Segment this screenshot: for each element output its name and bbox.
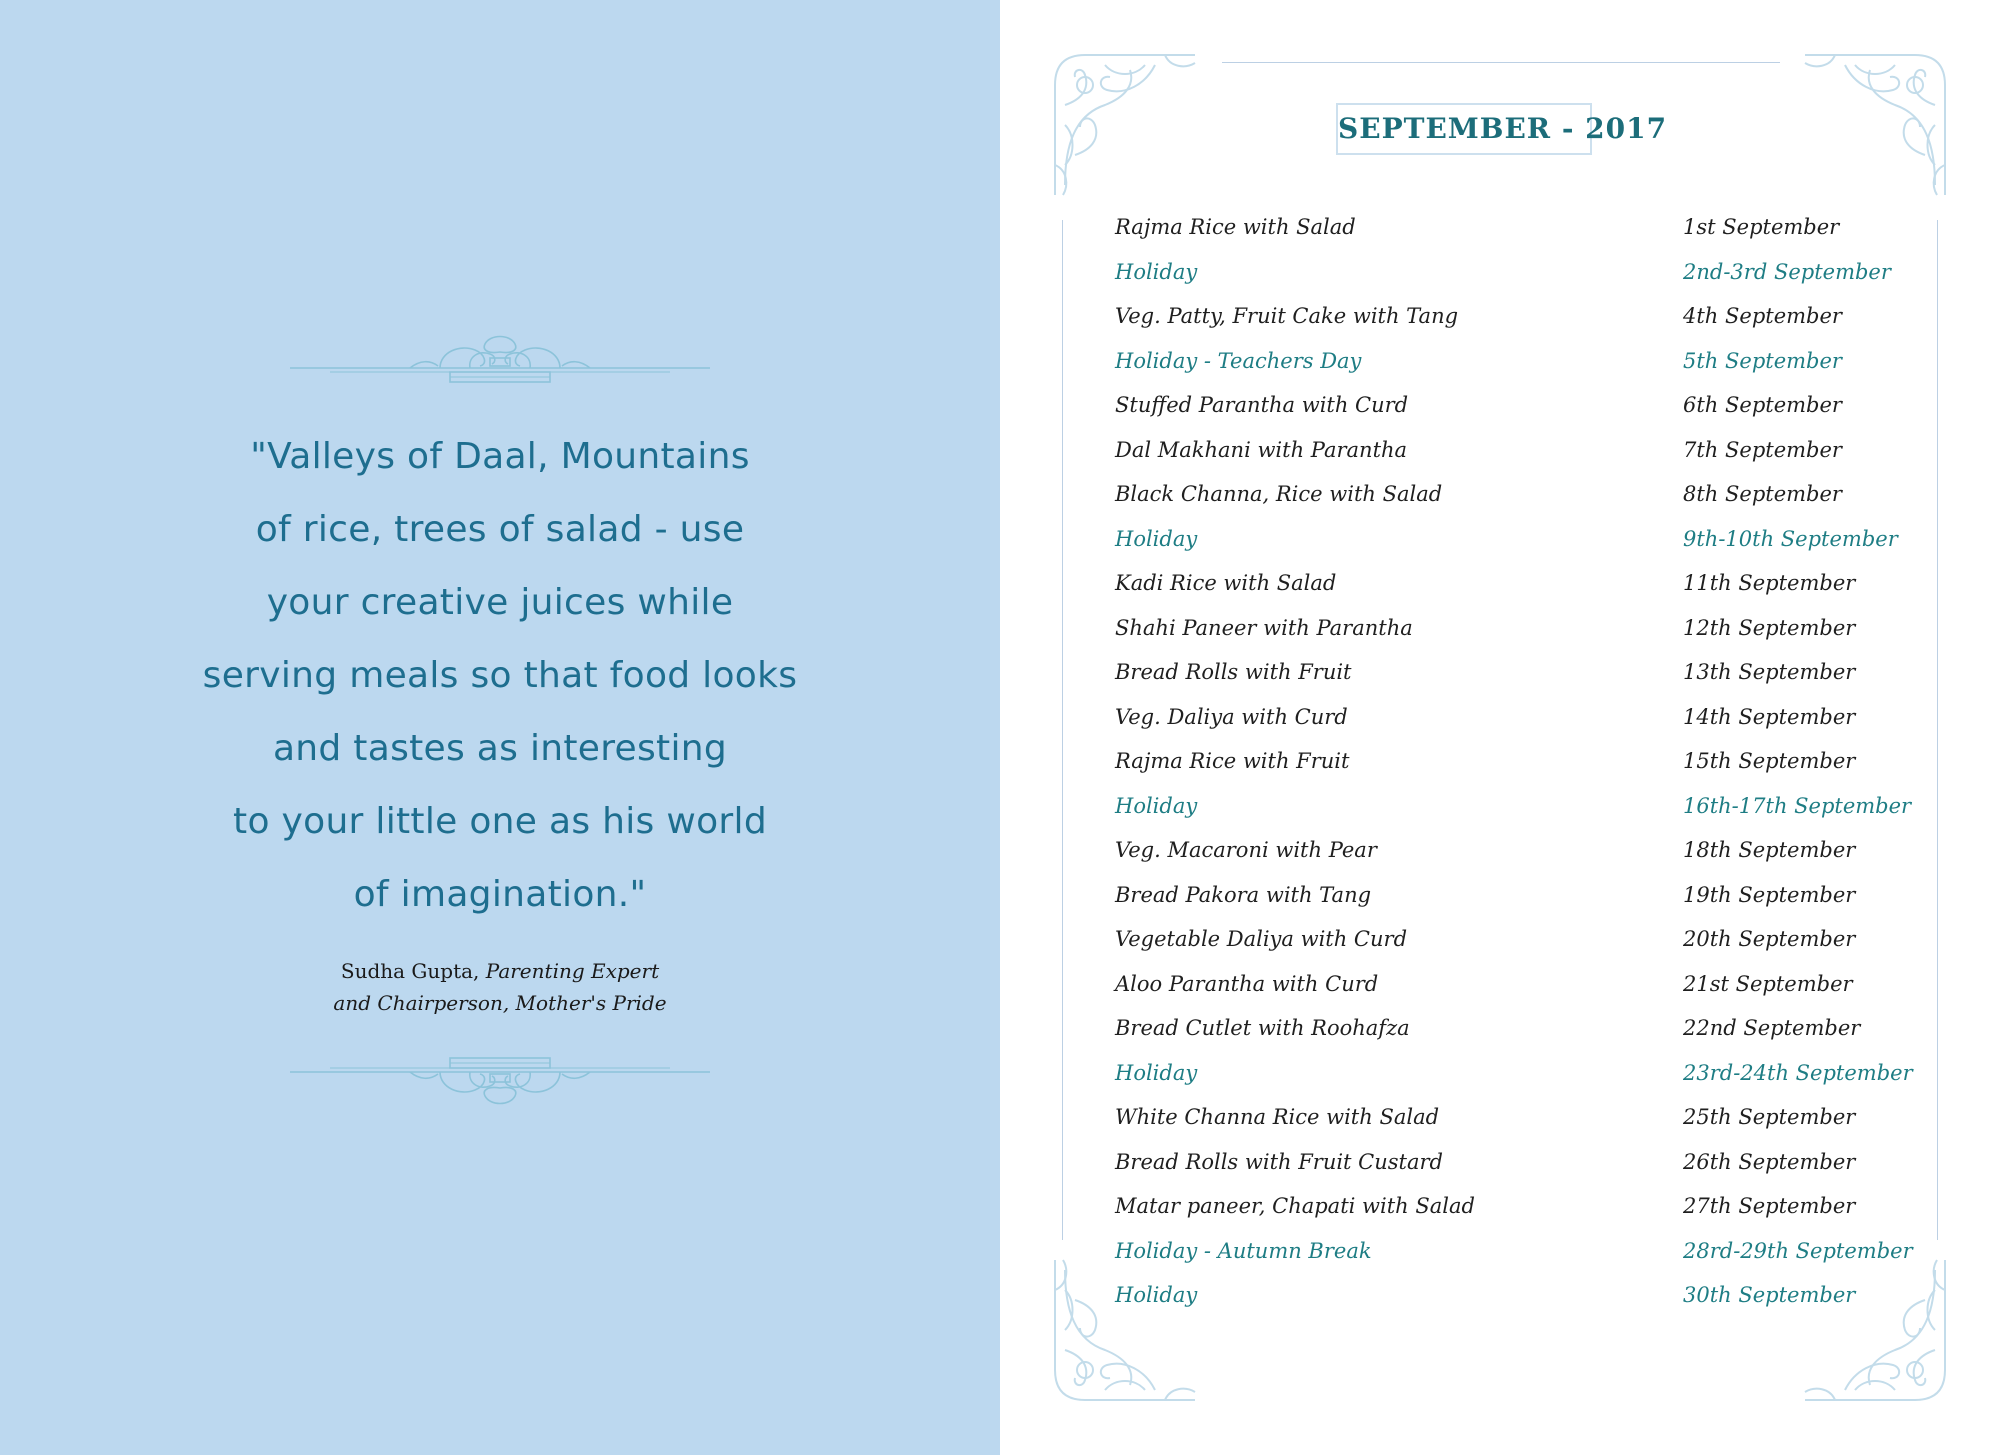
holiday-row — [1115, 1275, 1955, 1315]
menu-row — [1115, 563, 1955, 603]
menu-row — [1115, 1186, 1955, 1226]
holiday-row — [1115, 1053, 1955, 1093]
quote-attribution — [250, 955, 750, 1019]
menu-date: 13th September — [1683, 660, 1856, 684]
quote-line: to your little one as his world — [233, 801, 767, 842]
menu-row — [1115, 474, 1955, 514]
menu-row — [1115, 207, 1955, 247]
corner-ornament-bottom-left-icon — [1045, 1250, 1205, 1410]
menu-row — [1115, 697, 1955, 737]
menu-row — [1115, 430, 1955, 470]
author-organization: and Chairperson, Mother's Pride — [333, 991, 667, 1015]
menu-date: 26th September — [1683, 1149, 1856, 1174]
menu-date: 14th September — [1683, 704, 1856, 729]
menu-item: Bread Cutlet with Roohafza — [1115, 1016, 1410, 1040]
quote-line: your creative juices while — [266, 582, 734, 623]
menu-item: Holiday — [1115, 1283, 1198, 1307]
menu-item: Rajma Rice with Fruit — [1115, 749, 1350, 773]
author-role: Parenting Expert — [485, 959, 660, 983]
menu-item: Holiday - Autumn Break — [1115, 1238, 1372, 1263]
quote-line: of rice, trees of salad - use — [255, 509, 745, 550]
corner-ornament-bottom-right-icon — [1795, 1250, 1955, 1410]
menu-item: Bread Rolls with Fruit Custard — [1115, 1149, 1443, 1174]
menu-item: Holiday — [1115, 526, 1198, 551]
menu-row — [1115, 964, 1955, 1004]
menu-row — [1115, 741, 1955, 781]
menu-item: Shahi Paneer with Parantha — [1115, 615, 1413, 640]
menu-item: Stuffed Parantha with Curd — [1115, 393, 1409, 417]
menu-date: 16th-17th September — [1683, 793, 1912, 818]
menu-date: 15th September — [1683, 749, 1856, 773]
attribution-line-1 — [250, 955, 750, 987]
menu-item: Bread Pakora with Tang — [1115, 882, 1372, 907]
quote-line: and tastes as interesting — [272, 728, 728, 769]
quote-line: "Valleys of Daal, Mountains — [250, 436, 750, 477]
menu-date: 20th September — [1683, 927, 1856, 951]
left-border-line — [1062, 220, 1063, 1240]
menu-row — [1115, 296, 1955, 336]
holiday-row — [1115, 341, 1955, 381]
quote-line: serving meals so that food looks — [202, 655, 798, 696]
ornament-divider-top-icon — [290, 330, 710, 390]
menu-item: Veg. Macaroni with Pear — [1115, 838, 1377, 862]
top-divider-line — [1222, 62, 1780, 63]
menu-row — [1115, 652, 1955, 692]
holiday-row — [1115, 1231, 1955, 1271]
corner-ornament-top-left-icon — [1045, 45, 1205, 205]
corner-ornament-top-right-icon — [1795, 45, 1955, 205]
quote-text — [150, 420, 850, 931]
menu-item: Rajma Rice with Salad — [1115, 215, 1356, 239]
menu-date: 21st September — [1683, 971, 1853, 996]
menu-item: Holiday — [1115, 793, 1198, 818]
menu-date: 6th September — [1683, 393, 1842, 417]
menu-item: Kadi Rice with Salad — [1115, 571, 1337, 595]
menu-item: Veg. Patty, Fruit Cake with Tang — [1115, 304, 1459, 328]
menu-date: 8th September — [1683, 482, 1842, 506]
menu-date: 23rd-24th September — [1683, 1060, 1913, 1085]
menu-date: 19th September — [1683, 882, 1856, 907]
menu-row — [1115, 830, 1955, 870]
month-title: SEPTEMBER - 2017 — [1336, 103, 1592, 155]
menu-date: 4th September — [1683, 304, 1842, 328]
menu-item: White Channa Rice with Salad — [1115, 1105, 1440, 1129]
menu-row — [1115, 919, 1955, 959]
author-name: Sudha Gupta, — [340, 959, 480, 983]
menu-date: 9th-10th September — [1683, 526, 1898, 551]
menu-row — [1115, 1008, 1955, 1048]
menu-date: 11th September — [1683, 571, 1856, 595]
menu-item: Vegetable Daliya with Curd — [1115, 927, 1408, 951]
menu-item: Aloo Parantha with Curd — [1115, 971, 1379, 996]
menu-item: Holiday — [1115, 259, 1198, 284]
menu-date: 25th September — [1683, 1105, 1856, 1129]
ornament-divider-bottom-icon — [290, 1050, 710, 1110]
menu-date: 18th September — [1683, 838, 1856, 862]
menu-date: 5th September — [1683, 348, 1842, 373]
menu-row — [1115, 1142, 1955, 1182]
menu-row — [1115, 608, 1955, 648]
menu-item: Bread Rolls with Fruit — [1115, 660, 1352, 684]
quote-line: of imagination." — [353, 874, 647, 915]
menu-item: Holiday — [1115, 1060, 1198, 1085]
menu-date: 30th September — [1683, 1283, 1856, 1307]
menu-date: 1st September — [1683, 215, 1840, 239]
menu-date: 27th September — [1683, 1194, 1856, 1218]
menu-item: Holiday - Teachers Day — [1115, 348, 1362, 373]
menu-date: 28rd-29th September — [1683, 1238, 1913, 1263]
menu-item: Veg. Daliya with Curd — [1115, 704, 1348, 729]
menu-date: 2nd-3rd September — [1683, 259, 1891, 284]
holiday-row — [1115, 252, 1955, 292]
holiday-row — [1115, 786, 1955, 826]
holiday-row — [1115, 519, 1955, 559]
menu-page — [1000, 0, 2000, 1455]
menu-date: 22nd September — [1683, 1016, 1861, 1040]
attribution-line-2 — [250, 987, 750, 1019]
menu-row — [1115, 385, 1955, 425]
menu-item: Matar paneer, Chapati with Salad — [1115, 1194, 1475, 1218]
menu-item: Black Channa, Rice with Salad — [1115, 482, 1443, 506]
menu-row — [1115, 875, 1955, 915]
menu-item: Dal Makhani with Parantha — [1115, 437, 1408, 462]
menu-date: 12th September — [1683, 615, 1856, 640]
menu-date: 7th September — [1683, 437, 1842, 462]
menu-row — [1115, 1097, 1955, 1137]
